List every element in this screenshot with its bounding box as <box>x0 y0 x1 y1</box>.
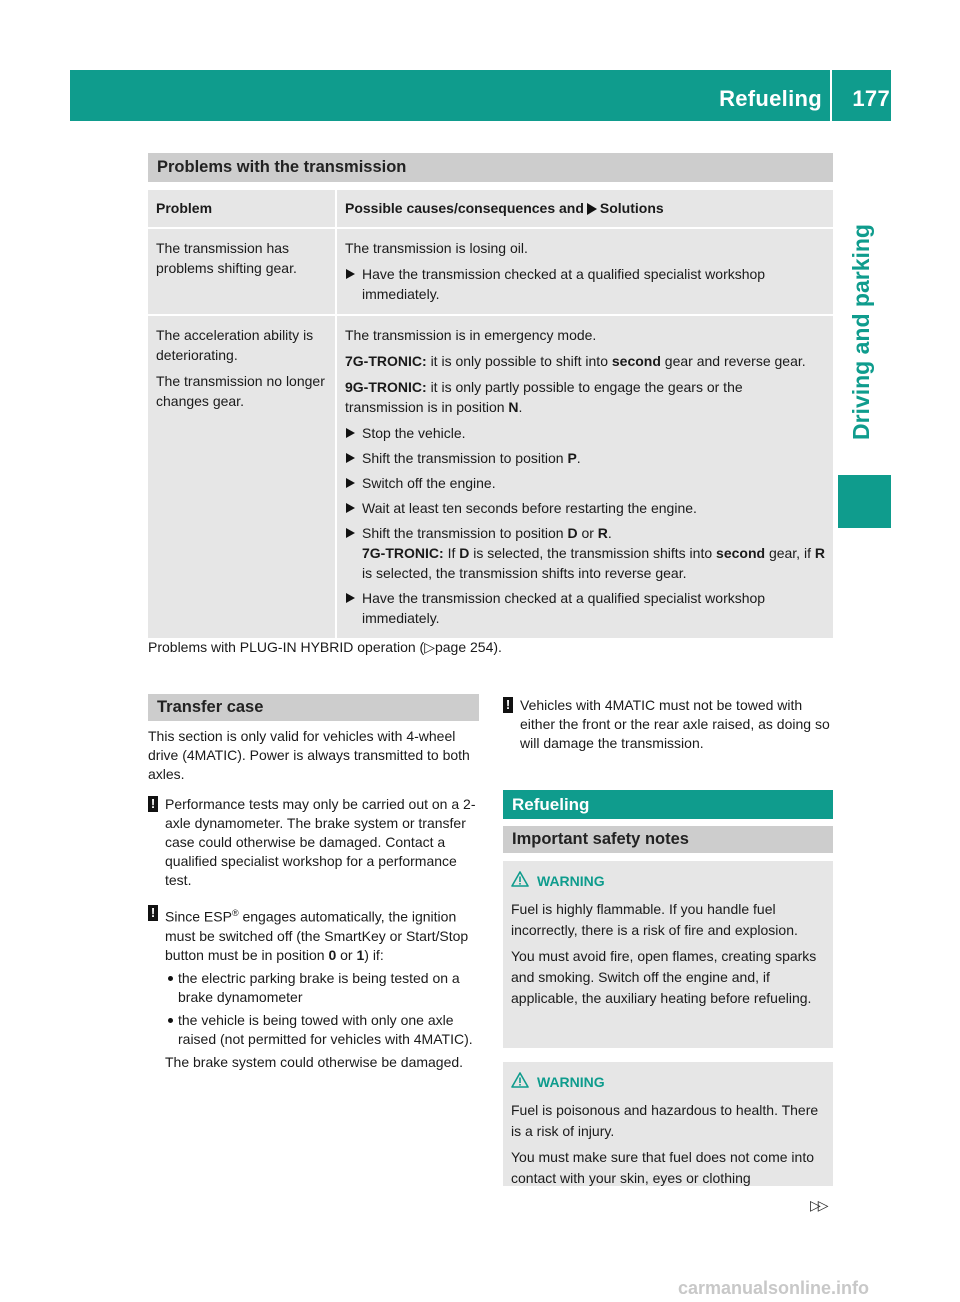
action-step: Wait at least ten seconds before restarting the engine. <box>345 498 825 518</box>
exclamation-icon: ! <box>148 905 158 921</box>
hybrid-reference: Problems with PLUG-IN HYBRID operation (▷page 254). <box>148 639 502 655</box>
page-ref-icon: ▷ <box>424 639 435 655</box>
action-arrow-icon <box>346 528 355 538</box>
section-heading-refueling: Refueling <box>503 790 833 819</box>
warning-title: WARNING <box>537 1072 825 1093</box>
transmission-table <box>148 190 833 640</box>
column-header-solutions: Possible causes/consequences and Solutions <box>337 190 833 227</box>
action-arrow-icon <box>346 503 355 513</box>
9g-tronic-note: 9G-TRONIC: it is only partly possible to engage the gears or the transmission is in position N. <box>345 379 743 415</box>
action-arrow-icon <box>346 428 355 438</box>
exclamation-icon: ! <box>148 796 158 812</box>
caution-note: ! Since ESP® engages automatically, the ignition must be switched off (the SmartKey or Start/Stop button must be in position 0 or 1) if: the electric parking brake is being tested on a brake dynamometer the vehicle is being towed with only one axle raised (not permitted for vehicles with 4MATIC). The brake system could otherwise be damaged. <box>148 904 479 1072</box>
action-arrow-icon <box>346 593 355 603</box>
header-divider <box>830 70 832 121</box>
warning-triangle-icon <box>511 1072 529 1088</box>
side-tab-label: Driving and parking <box>848 224 874 440</box>
action-arrow-icon <box>346 478 355 488</box>
column-header-problem: Problem <box>148 190 335 227</box>
header-title: Refueling <box>719 86 822 111</box>
exclamation-icon: ! <box>503 697 513 713</box>
caution-note: ! Vehicles with 4MATIC must not be towed with either the front or the rear axle raised, as doing so will damage the transmission. <box>503 696 835 753</box>
7g-tronic-note: 7G-TRONIC: it is only possible to shift into second gear and reverse gear. <box>345 353 806 369</box>
action-arrow-icon <box>346 453 355 463</box>
action-step: Have the transmission checked at a qualified specialist workshop immediately. <box>345 264 825 304</box>
action-step: Shift the transmission to position D or R. 7G-TRONIC: If D is selected, the transmission shifts into second gear, if R is selected, the transmission shifts into reverse gear. <box>345 523 825 583</box>
solution-cell: The transmission is losing oil. Have the transmission checked at a qualified specialist workshop immediately. <box>337 229 833 314</box>
section-heading-transmission: Problems with the transmission <box>148 153 833 182</box>
subheading-safety-notes: Important safety notes <box>503 826 833 853</box>
table-header-row <box>148 190 833 227</box>
warning-title: WARNING <box>537 871 825 892</box>
list-item: the vehicle is being towed with only one axle raised (not permitted for vehicles with 4MATIC). <box>165 1011 479 1049</box>
action-step: Have the transmission checked at a qualified specialist workshop immediately. <box>345 588 825 628</box>
action-step: Stop the vehicle. <box>345 423 825 443</box>
solution-cell: The transmission is in emergency mode. 7G-TRONIC: it is only possible to shift into second gear and reverse gear. 9G-TRONIC: it is only partly possible to engage the gears or the transmission is in position N. Stop the vehicle. Shift the transmission to position P. Switch off the engine. Wait at least ten seconds before restarting the engine. Shift the transmission to position D or R. 7G-TRONIC: If D is selected, the transmission shifts into second gear, if R is selected, the transmission shifts into reverse gear. Have the transmission checked at a qualified specialist workshop immediately. <box>337 316 833 638</box>
side-tab-marker <box>838 475 891 528</box>
section-heading-transfer-case: Transfer case <box>148 694 479 721</box>
problem-cell: The acceleration ability is deteriorating. The transmission no longer changes gear. <box>148 316 335 638</box>
list-item: the electric parking brake is being tested on a brake dynamometer <box>165 969 479 1007</box>
action-arrow-icon <box>346 269 355 279</box>
warning-box: WARNING Fuel is highly flammable. If you handle fuel incorrectly, there is a risk of fire and explosion. You must avoid fire, open flames, creating sparks and smoking. Switch off the engine and, if applicable, the auxiliary heating before refueling. <box>503 861 833 1048</box>
table-row <box>148 316 833 638</box>
watermark: carmanualsonline.info <box>678 1278 870 1298</box>
closing-text: The brake system could otherwise be damaged. <box>165 1053 464 1070</box>
continued-icon: ▷▷ <box>810 1197 826 1213</box>
page-number: 177 <box>852 86 890 111</box>
action-step: Shift the transmission to position P. <box>345 448 825 468</box>
warning-triangle-icon <box>511 871 529 887</box>
page-ref-link[interactable]: page 254). <box>434 639 502 655</box>
problem-cell: The transmission has problems shifting gear. <box>148 229 335 314</box>
action-arrow-icon <box>587 203 597 215</box>
warning-box: WARNING Fuel is poisonous and hazardous to health. There is a risk of injury. You must make sure that fuel does not come into contact with your skin, eyes or clothing <box>503 1062 833 1186</box>
action-step: Switch off the engine. <box>345 473 825 493</box>
transfer-case-intro: This section is only valid for vehicles with 4-wheel drive (4MATIC). Power is always transmitted to both axles. <box>148 728 470 782</box>
table-row <box>148 229 833 314</box>
caution-note: ! Performance tests may only be carried out on a 2-axle dynamometer. The brake system or transfer case could otherwise be damaged. Contact a qualified specialist workshop for a performance test. <box>148 795 479 890</box>
